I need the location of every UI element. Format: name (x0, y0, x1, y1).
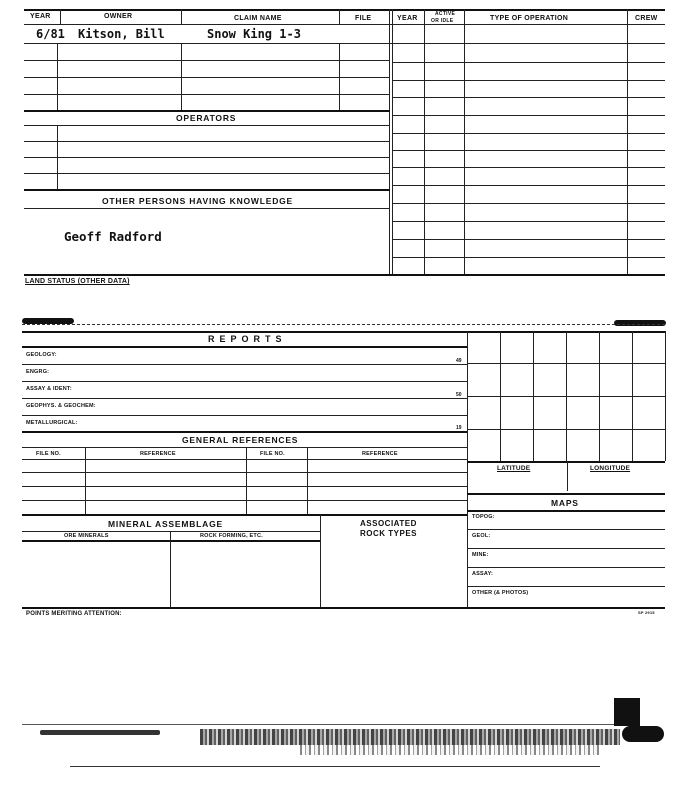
entry-claim-name: Snow King 1-3 (207, 27, 301, 41)
longitude-label: LONGITUDE (590, 465, 631, 472)
entry-owner: Kitson, Bill (78, 27, 165, 41)
report-code-assay: 50 (456, 392, 462, 398)
report-row-metallurgical: METALLURGICAL: (26, 420, 78, 426)
reports-heading: REPORTS (208, 334, 287, 344)
associated-rock-types-line2: ROCK TYPES (360, 529, 418, 538)
associated-rock-types-line1: ASSOCIATED (360, 519, 417, 528)
header-file: FILE (355, 15, 372, 22)
entry-year: 6/81 (36, 27, 65, 41)
rock-forming-label: ROCK FORMING, ETC. (200, 533, 263, 539)
header-year-2: YEAR (397, 15, 418, 22)
ref-col-file-no-2: FILE NO. (260, 451, 285, 457)
header-crew: CREW (635, 15, 658, 22)
header-or-idle: OR IDLE (431, 18, 454, 24)
map-row-mine: MINE: (472, 552, 489, 558)
maps-heading: MAPS (551, 498, 579, 508)
map-row-assay: ASSAY: (472, 571, 494, 577)
report-row-geology: GEOLOGY: (26, 352, 57, 358)
ref-col-reference-2: REFERENCE (362, 451, 398, 457)
header-year: YEAR (30, 13, 51, 20)
header-claim-name: CLAIM NAME (234, 15, 282, 22)
mineral-assemblage-heading: MINERAL ASSEMBLAGE (108, 519, 223, 529)
header-active: ACTIVE (435, 11, 456, 17)
map-row-topog: TOPOG: (472, 514, 495, 520)
ref-col-file-no: FILE NO. (36, 451, 61, 457)
other-persons-value: Geoff Radford (64, 229, 162, 244)
report-code-metallurgical: 19 (456, 425, 462, 431)
latitude-label: LATITUDE (497, 465, 531, 472)
header-owner: OWNER (104, 13, 133, 20)
map-row-other: OTHER (& PHOTOS) (472, 590, 529, 596)
general-references-heading: GENERAL REFERENCES (182, 435, 299, 445)
report-code-geology: 49 (456, 358, 462, 364)
report-row-assay: ASSAY & IDENT: (26, 386, 72, 392)
ore-minerals-label: ORE MINERALS (64, 533, 109, 539)
scan-smudge-right (614, 320, 666, 326)
report-row-engrg: ENGRG: (26, 369, 50, 375)
other-persons-heading: OTHER PERSONS HAVING KNOWLEDGE (102, 196, 294, 206)
report-row-geophys: GEOPHYS. & GEOCHEM: (26, 403, 96, 409)
operators-heading: OPERATORS (176, 113, 237, 123)
form-code: SP 2915 (638, 610, 655, 615)
land-status-label: LAND STATUS (OTHER DATA) (25, 278, 130, 285)
header-type-of-operation: TYPE OF OPERATION (490, 15, 569, 22)
points-meriting-attention: POINTS MERITING ATTENTION: (26, 611, 122, 617)
ref-col-reference: REFERENCE (140, 451, 176, 457)
map-row-geol: GEOL: (472, 533, 491, 539)
